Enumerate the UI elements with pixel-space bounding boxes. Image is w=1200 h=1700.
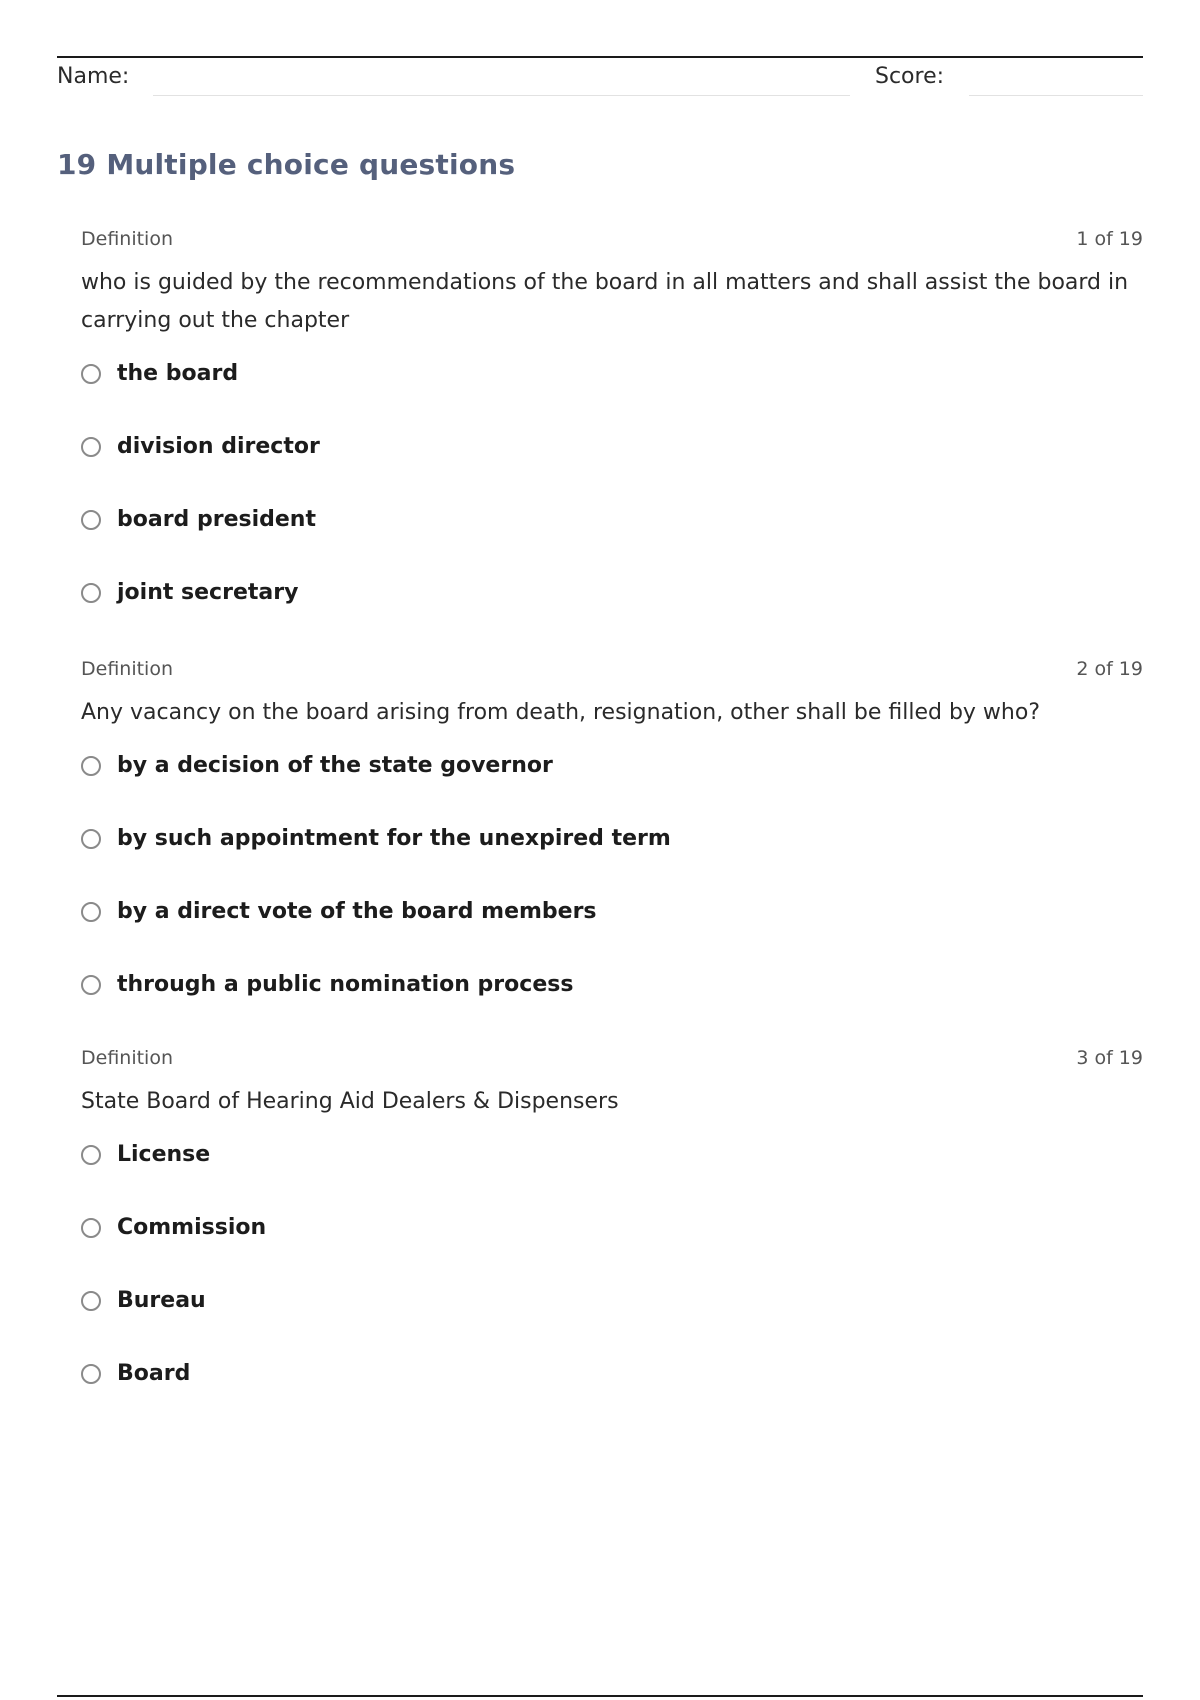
answer-option-label: joint secretary — [117, 580, 299, 605]
answer-option-label: division director — [117, 434, 320, 459]
radio-button-icon[interactable] — [81, 1364, 101, 1384]
answer-option-label: by such appointment for the unexpired term — [117, 826, 671, 851]
answer-options — [81, 1141, 1143, 1433]
score-field[interactable] — [969, 95, 1143, 96]
radio-button-icon[interactable] — [81, 1145, 101, 1165]
question-meta — [81, 658, 1143, 688]
question-counter: 2 of 19 — [1076, 658, 1143, 680]
question-text: who is guided by the recommendations of the board in all matters and shall assist the board in carrying out the chapter — [81, 270, 1129, 333]
radio-button-icon[interactable] — [81, 975, 101, 995]
question-meta — [81, 228, 1143, 258]
answer-option[interactable] — [81, 898, 1143, 971]
question-meta — [81, 1047, 1143, 1077]
score-label: Score: — [875, 64, 945, 89]
question-card — [81, 228, 1143, 652]
answer-options — [81, 752, 1143, 1044]
question-text: Any vacancy on the board arising from death, resignation, other shall be filled by who? — [81, 700, 1041, 725]
answer-option[interactable] — [81, 1214, 1143, 1287]
question-type-label: Definition — [81, 658, 174, 680]
radio-button-icon[interactable] — [81, 756, 101, 776]
answer-option-label: License — [117, 1142, 211, 1167]
name-label: Name: — [57, 64, 130, 89]
answer-option-label: Commission — [117, 1215, 267, 1240]
answer-option[interactable] — [81, 1141, 1143, 1214]
top-divider — [57, 56, 1143, 58]
answer-options — [81, 360, 1143, 652]
question-card — [81, 658, 1143, 1044]
answer-option[interactable] — [81, 1360, 1143, 1433]
radio-button-icon[interactable] — [81, 437, 101, 457]
answer-option[interactable] — [81, 825, 1143, 898]
radio-button-icon[interactable] — [81, 1218, 101, 1238]
quiz-page — [57, 0, 1143, 1700]
answer-option[interactable] — [81, 433, 1143, 506]
question-text: State Board of Hearing Aid Dealers & Dispensers — [81, 1089, 619, 1114]
answer-option[interactable] — [81, 971, 1143, 1044]
name-field[interactable] — [153, 95, 850, 96]
answer-option-label: board president — [117, 507, 316, 532]
bottom-divider — [57, 1695, 1143, 1697]
answer-option[interactable] — [81, 1287, 1143, 1360]
answer-option-label: the board — [117, 361, 239, 386]
radio-button-icon[interactable] — [81, 829, 101, 849]
section-title: 19 Multiple choice questions — [57, 148, 516, 181]
radio-button-icon[interactable] — [81, 1291, 101, 1311]
answer-option-label: by a decision of the state governor — [117, 753, 553, 778]
radio-button-icon[interactable] — [81, 364, 101, 384]
radio-button-icon[interactable] — [81, 583, 101, 603]
radio-button-icon[interactable] — [81, 902, 101, 922]
answer-option[interactable] — [81, 752, 1143, 825]
answer-option-label: Bureau — [117, 1288, 206, 1313]
answer-option-label: by a direct vote of the board members — [117, 899, 597, 924]
question-card — [81, 1047, 1143, 1433]
question-type-label: Definition — [81, 228, 174, 250]
question-counter: 1 of 19 — [1076, 228, 1143, 250]
answer-option-label: through a public nomination process — [117, 972, 574, 997]
answer-option[interactable] — [81, 360, 1143, 433]
answer-option-label: Board — [117, 1361, 191, 1386]
radio-button-icon[interactable] — [81, 510, 101, 530]
answer-option[interactable] — [81, 579, 1143, 652]
answer-option[interactable] — [81, 506, 1143, 579]
question-type-label: Definition — [81, 1047, 174, 1069]
question-counter: 3 of 19 — [1076, 1047, 1143, 1069]
